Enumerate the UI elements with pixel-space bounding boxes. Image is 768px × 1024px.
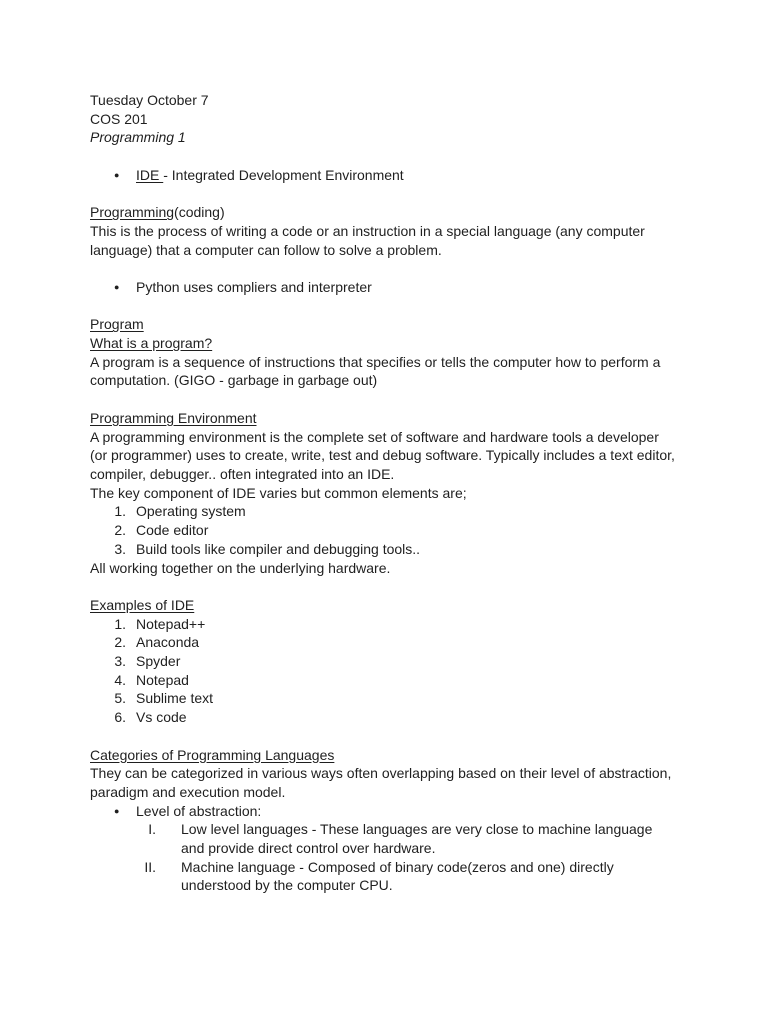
date-line: Tuesday October 7 bbox=[90, 92, 209, 108]
categories-body: They can be categorized in various ways often overlapping based on their level of abstraction, paradigm and execution model. bbox=[90, 765, 672, 800]
list-item: 3. Spyder bbox=[114, 653, 181, 669]
list-item: II. Machine language - Composed of binary code(zeros and one) directly understood by the computer CPU. bbox=[144, 858, 614, 894]
course-code: COS 201 bbox=[90, 110, 148, 127]
ide-bullet bbox=[90, 166, 678, 185]
programming-heading: Programming bbox=[90, 204, 175, 221]
programming-body: This is the process of writing a code or an instruction in a special language (any computer language) that a computer can follow to solve a problem. bbox=[90, 222, 645, 258]
environment-heading: Programming Environment bbox=[90, 409, 257, 426]
list-item: 1. Operating system bbox=[114, 503, 246, 520]
lecture-topic: Programming 1 bbox=[90, 129, 186, 146]
program-question: What is a program? bbox=[90, 335, 213, 352]
list-item: 3. Build tools like compiler and debugging tools.. bbox=[114, 540, 421, 557]
list-item: 6. Vs code bbox=[114, 709, 187, 726]
ide-term: IDE bbox=[136, 166, 164, 183]
python-bullet: ● Python uses compliers and interpreter bbox=[90, 278, 678, 297]
environment-body: A programming environment is the complete set of software and hardware tools a developer (or programmer) uses to create, write, test and debug software. Typically includes a text editor, compiler, debugger.. often integrated into an IDE. bbox=[90, 428, 675, 482]
list-item: I. Low level languages - These languages are very close to machine language and provide direct control over hardware. bbox=[148, 821, 653, 857]
abstraction-bullet: ● Level of abstraction: bbox=[90, 802, 678, 821]
list-item: 4. Notepad bbox=[114, 671, 189, 688]
examples-list bbox=[90, 615, 678, 727]
examples-heading: Examples of IDE bbox=[90, 596, 195, 613]
list-item: 2. Code editor bbox=[114, 522, 209, 539]
environment-outro: All working together on the underlying hardware. bbox=[90, 559, 391, 576]
program-body: A program is a sequence of instructions that specifies or tells the computer how to perform a computation. (GIGO - garbage in garbage out) bbox=[90, 353, 661, 389]
list-item: 2. Anaconda bbox=[114, 634, 200, 651]
abstraction-sublist bbox=[90, 820, 678, 895]
environment-intro: The key component of IDE varies but common elements are; bbox=[90, 484, 467, 501]
ide-definition: - Integrated Development Environment bbox=[163, 166, 404, 183]
programming-heading-line bbox=[90, 203, 678, 222]
categories-heading: Categories of Programming Languages bbox=[90, 746, 335, 763]
program-heading: Program bbox=[90, 316, 144, 333]
list-item: 5. Sublime text bbox=[114, 690, 214, 707]
programming-suffix: (coding) bbox=[174, 204, 225, 221]
list-item: 1. Notepad++ bbox=[114, 615, 206, 632]
environment-list bbox=[90, 502, 678, 558]
